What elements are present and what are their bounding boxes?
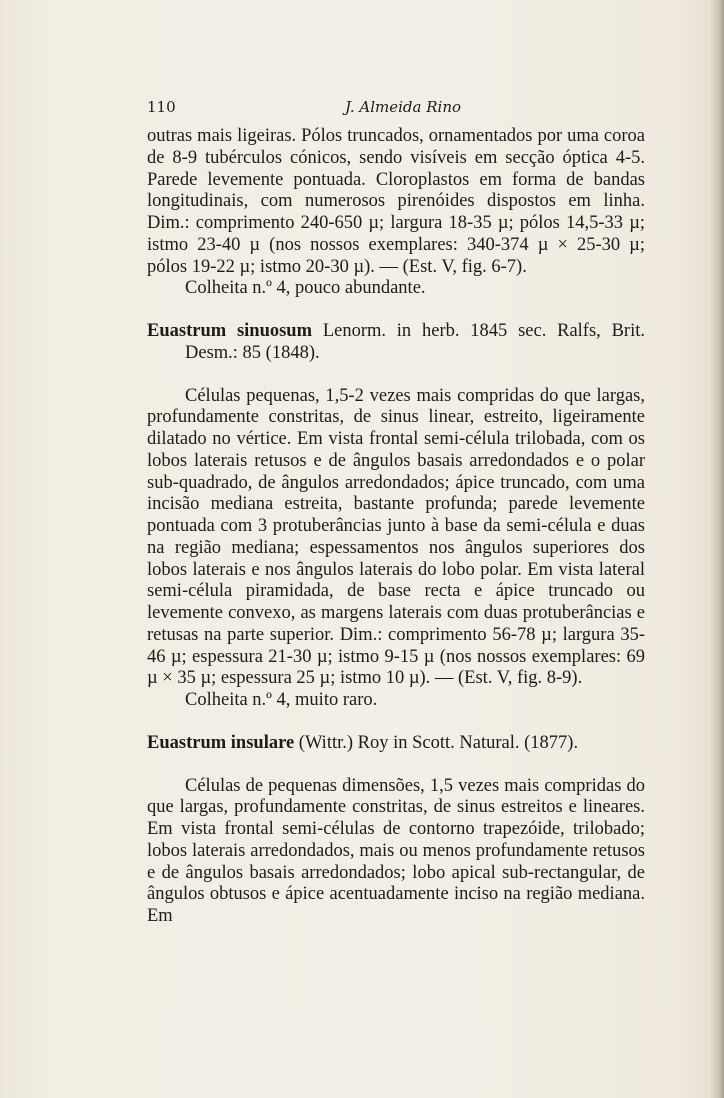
page-header <box>147 98 647 122</box>
paragraph-description: Células de pequenas dimensões, 1,5 vezes mais compridas do que largas, profundamente constritas, de sinus estreitos e lineares. Em vista frontal semi-células de contorno trapezóide, trilobado; lobos laterais arredondados, mais ou menos profundamente retusos e de ângulos basais arredondados; lobo apical sub-rectangular, de ângulos obtusos e ápice acentuadamente inciso na região mediana. Em <box>147 775 645 926</box>
page-number: 110 <box>147 98 176 116</box>
running-head: J. Almeida Rino <box>345 98 462 116</box>
paragraph-continuation: outras mais ligeiras. Pólos truncados, ornamentados por uma coroa de 8-9 tubérculos cónicos, sendo visíveis em secção óptica 4-5. Parede levemente pontuada. Cloroplastos em forma de bandas longitudinais, com numerosos pirenóides dispostos em linha. Dim.: comprimento 240-650 µ; largura 18-35 µ; pólos 14,5-33 µ; istmo 23-40 µ (nos nossos exemplares: 340-374 µ × 25-30 µ; pólos 19-22 µ; istmo 20-30 µ). — (Est. V, fig. 6-7). <box>147 126 645 277</box>
page-body <box>147 126 645 928</box>
species-name: Euastrum insulare <box>147 732 295 753</box>
species-reference: (Wittr.) Roy in Scott. Natural. (1877). <box>294 732 579 753</box>
species-name: Euastrum sinuosum <box>147 321 313 341</box>
paragraph-description: Células pequenas, 1,5-2 vezes mais compridas do que largas, profundamente constritas, de sinus linear, estreito, ligeiramente dilatado no vértice. Em vista frontal semi-célula trilobada, com os lobos laterais retusos e de ângulos basais arredondados e o polar sub-quadrado, de ângulos arredondados; ápice truncado, com uma incisão mediana estreita, bastante profunda; parede levemente pontuada com 3 protuberâncias junto à base da semi-célula e duas na região mediana; espessamentos nos ângulos superiores dos lobos laterais e nos ângulos laterais do lobo polar. Em vista lateral semi-célula piramidada, de base recta e ápice truncado ou levemente convexo, as margens laterais com duas protuberâncias e retusas na parte superior. Dim.: comprimento 56-78 µ; largura 35-46 µ; espessura 21-30 µ; istmo 9-15 µ (nos nossos exemplares: 69 µ × 35 µ; espessura 25 µ; istmo 10 µ). — (Est. V, fig. 8-9). <box>147 385 645 689</box>
paragraph-collection-note: Colheita n.º 4, muito raro. <box>185 690 378 710</box>
species-heading <box>147 733 645 755</box>
page-edge-shadow <box>710 0 724 1098</box>
paragraph-collection-note: Colheita n.º 4, pouco abundante. <box>185 278 426 299</box>
species-reference: Lenorm. in herb. 1845 sec. Ralfs, Brit. Desm.: 85 (1848). <box>185 321 645 363</box>
species-heading <box>147 321 645 365</box>
